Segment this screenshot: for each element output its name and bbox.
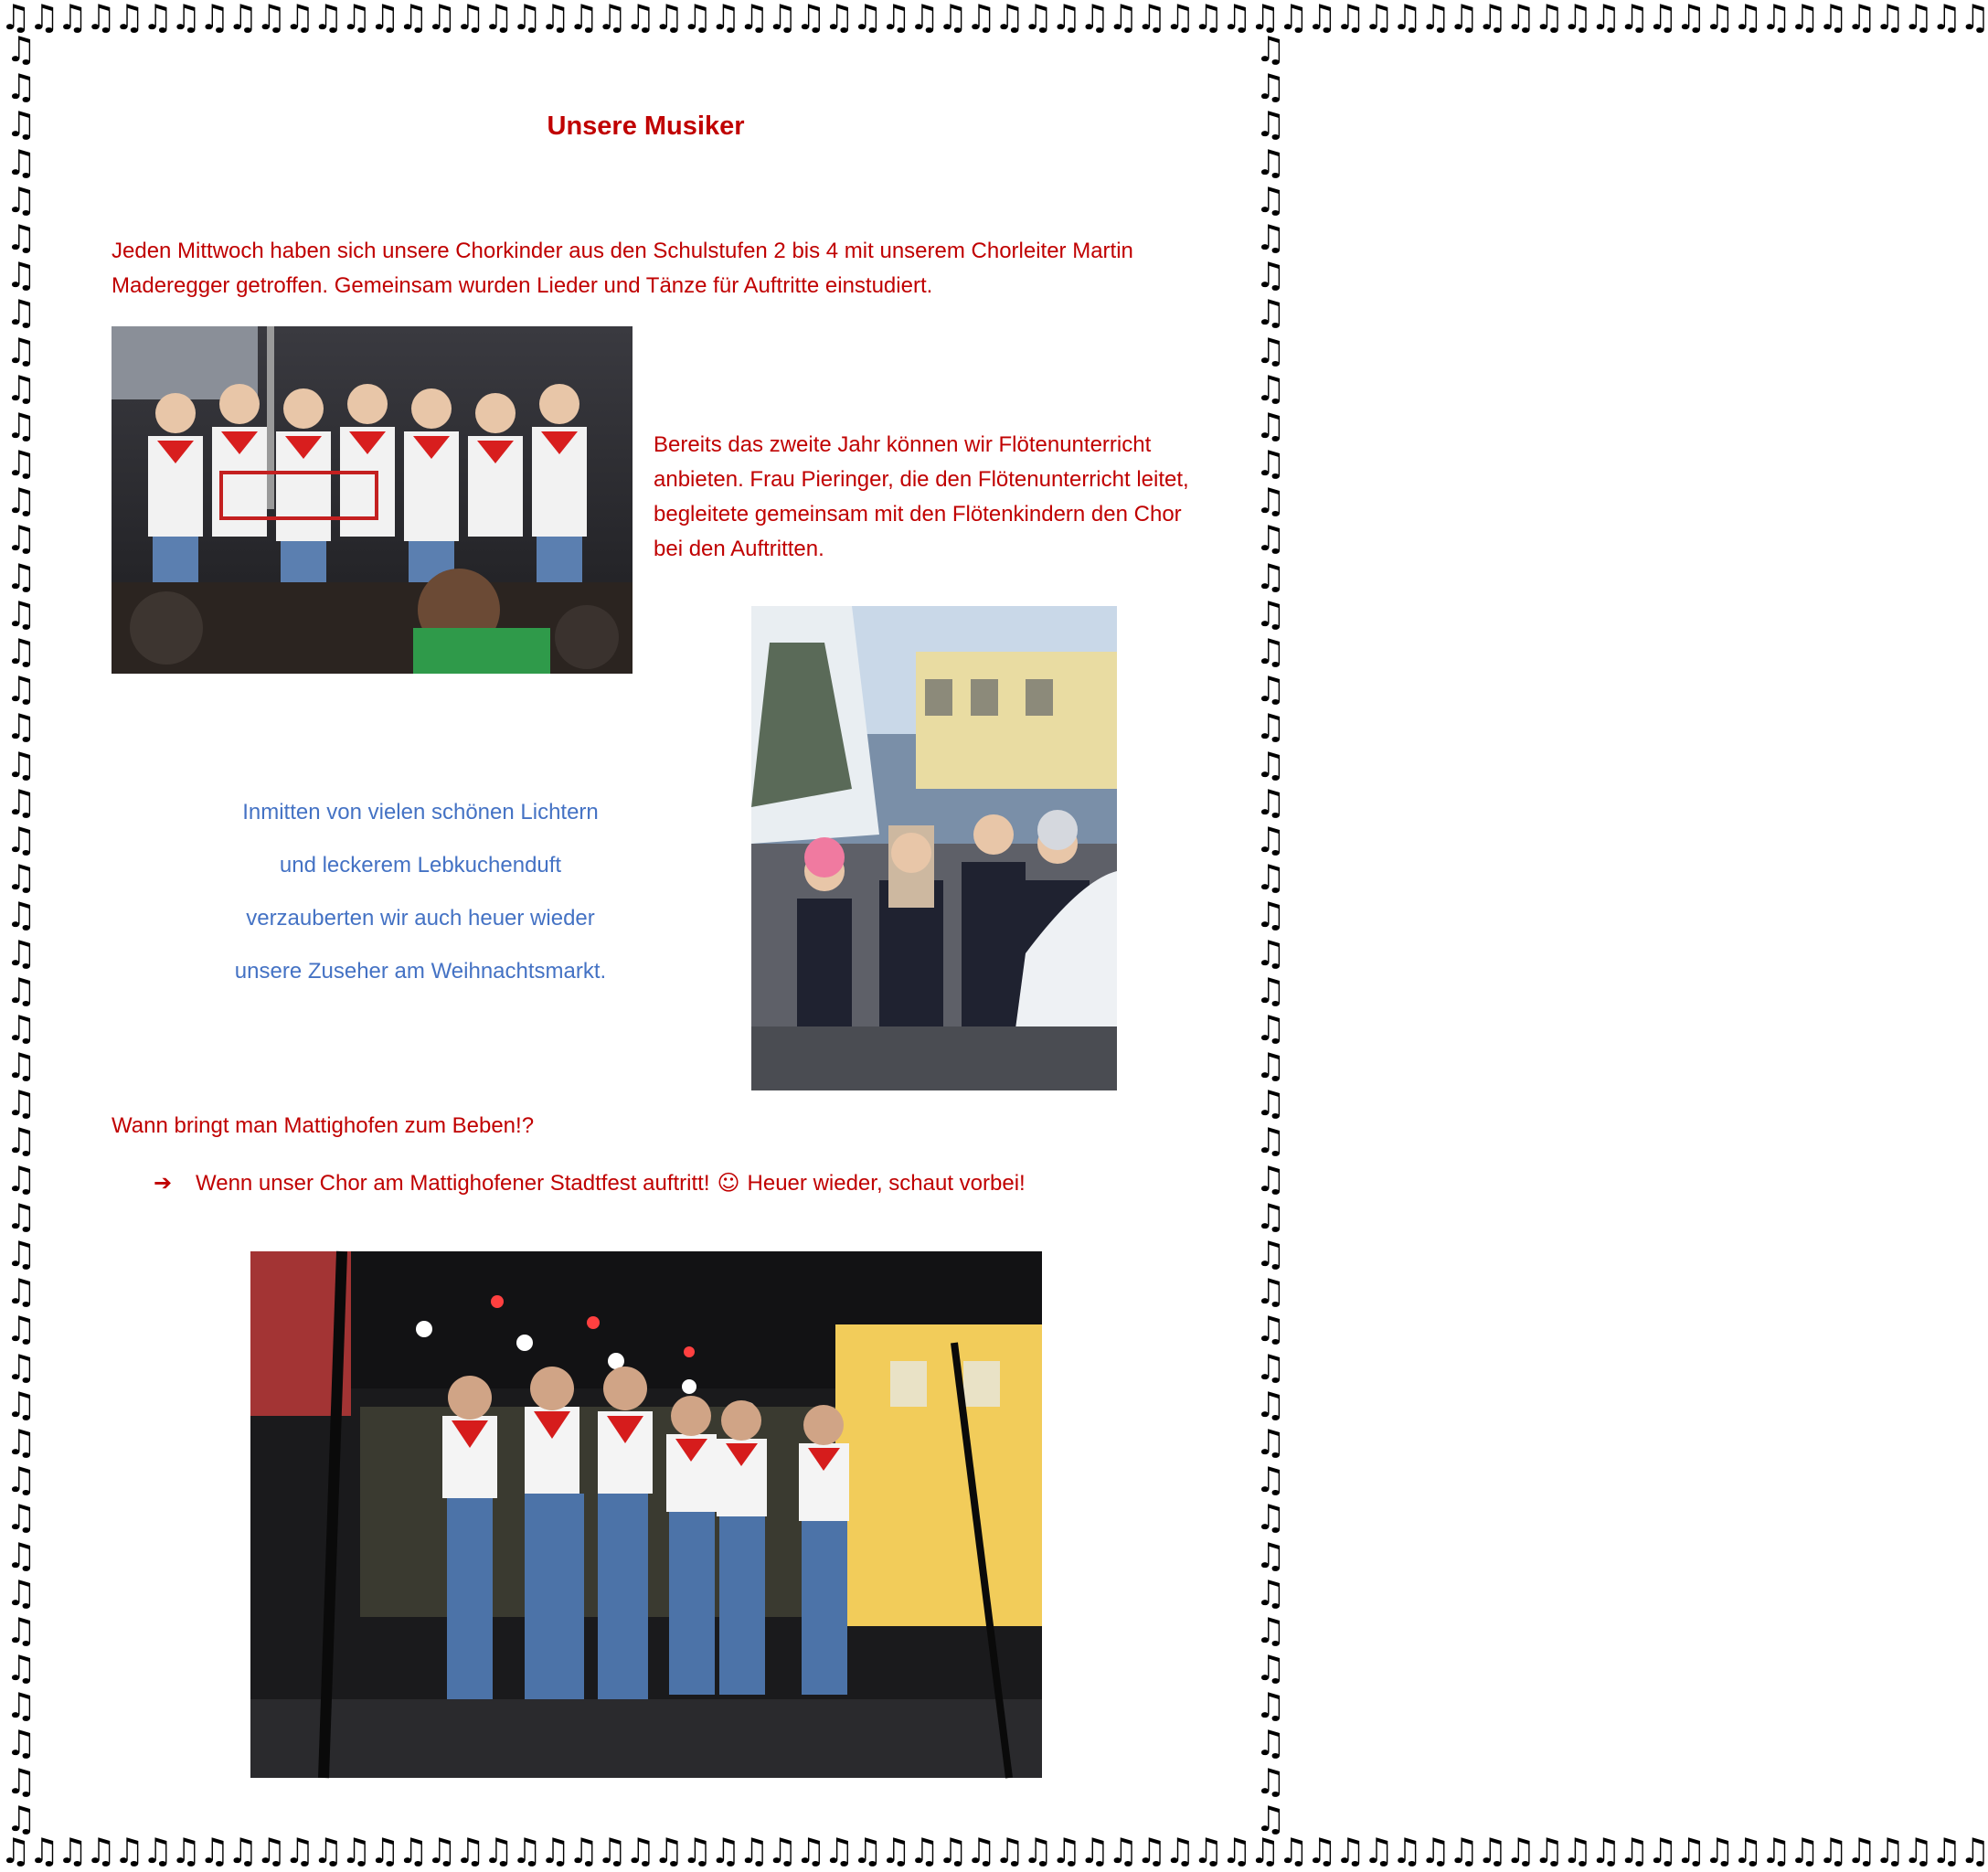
page-title: Unsere Musiker — [547, 112, 745, 141]
stadtfest-answer — [154, 1170, 1026, 1197]
christmas-line: Inmitten von vielen schönen Lichtern — [242, 800, 599, 824]
music-note-border-left: ♫ ♫ ♫ ♫ ♫ ♫ ♫ ♫ ♫ ♫ ♫ ♫ ♫ ♫ ♫ ♫ ♫ ♫ ♫ ♫ ♫ ♫ ♫ ♫ ♫ ♫ ♫ ♫ ♫ ♫ ♫ ♫ ♫ ♫ ♫ ♫ ♫ ♫ ♫ ♫ ♫ ♫ ♫ ♫ ♫ ♫ ♫ ♫ — [5, 29, 37, 1839]
flute-paragraph: Bereits das zweite Jahr können wir Flötenunterricht anbieten. Frau Pieringer, die den Flötenunterricht leitet, begleitete gemeinsam mit den Flötenkindern den Chor bei den Auftritten. — [654, 432, 1189, 561]
christmas-line: unsere Zuseher am Weihnachtsmarkt. — [234, 959, 607, 984]
stadtfest-question: Wann bringt man Mattighofen zum Beben!? — [112, 1113, 535, 1138]
music-note-border-right: ♫ ♫ ♫ ♫ ♫ ♫ ♫ ♫ ♫ ♫ ♫ ♫ ♫ ♫ ♫ ♫ ♫ ♫ ♫ ♫ ♫ ♫ ♫ ♫ ♫ ♫ ♫ ♫ ♫ ♫ ♫ ♫ ♫ ♫ ♫ ♫ ♫ ♫ ♫ ♫ ♫ ♫ ♫ ♫ ♫ ♫ ♫ ♫ — [1254, 29, 1287, 1839]
christmas-verse — [183, 793, 658, 1005]
answer-text-part1: Wenn unser Chor am Mattighofener Stadtfest auftritt! — [196, 1171, 710, 1196]
choir-flute-stage-photo — [112, 326, 633, 674]
music-note-border-top: ♫♫♫♫♫♫♫♫♫♫♫♫♫♫♫♫♫♫♫♫♫♫♫♫♫♫♫♫♫♫♫♫♫♫♫♫♫♫♫♫♫♫♫♫♫♫♫♫♫♫♫♫♫♫♫♫♫♫♫♫♫♫♫♫♫♫♫♫♫♫ — [0, 0, 1988, 37]
arrow-right-icon: ➔ — [154, 1171, 173, 1196]
christmas-market-photo — [751, 606, 1117, 1090]
music-note-border-bottom: ♫♫♫♫♫♫♫♫♫♫♫♫♫♫♫♫♫♫♫♫♫♫♫♫♫♫♫♫♫♫♫♫♫♫♫♫♫♫♫♫♫♫♫♫♫♫♫♫♫♫♫♫♫♫♫♫♫♫♫♫♫♫♫♫♫♫♫♫♫♫ — [0, 1831, 1988, 1871]
answer-text-part2: Heuer wieder, schaut vorbei! — [747, 1171, 1026, 1196]
intro-paragraph: Jeden Mittwoch haben sich unsere Chorkinder aus den Schulstufen 2 bis 4 mit unserem Chorleiter Martin Maderegger getroffen. Gemeinsam wurden Lieder und Tänze für Auftritte einstudiert. — [112, 239, 1133, 298]
stadtfest-stage-photo — [250, 1251, 1042, 1778]
christmas-line: verzauberten wir auch heuer wieder — [246, 906, 595, 931]
christmas-line: und leckerem Lebkuchenduft — [279, 853, 562, 878]
smiley-icon: ☺ — [717, 1170, 740, 1196]
